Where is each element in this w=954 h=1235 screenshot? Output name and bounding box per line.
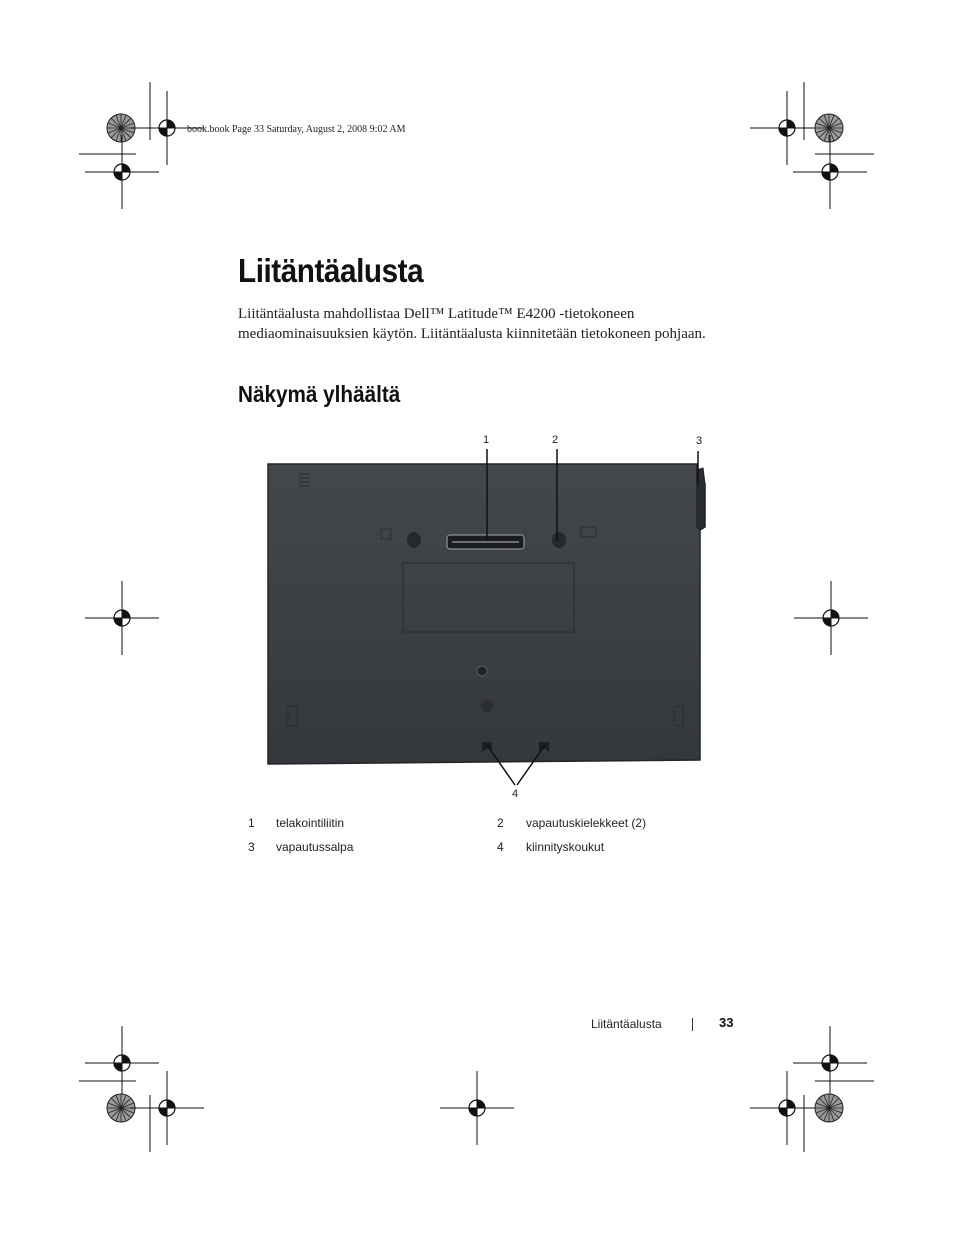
release-tab [552,532,566,548]
legend-number: 4 [497,840,504,854]
section-title: Näkymä ylhäältä [238,381,401,407]
callout-number: 2 [552,434,559,446]
callout-number: 4 [512,788,519,800]
callout-number: 1 [483,434,490,446]
legend-label: telakointiliitin [276,816,345,830]
release-tab [407,532,421,548]
intro-paragraph: Liitäntäalusta mahdollistaa Dell™ Latitude™ E4200 -tietokoneen mediaominaisuuksien käytön. Liitäntäalusta kiinnitetään tietokoneen pohjaan. [238,306,706,342]
legend-label: vapautuskielekkeet (2) [526,816,647,830]
footer-divider [692,1018,693,1031]
print-header: book.book Page 33 Saturday, August 2, 2008 9:02 AM [187,124,406,135]
page-number: 33 [719,1015,734,1030]
legend-number: 3 [248,840,255,854]
legend-label: kiinnityskoukut [526,840,605,854]
legend-label: vapautussalpa [276,840,354,854]
page-title: Liitäntäalusta [238,252,424,289]
footer-section-name: Liitäntäalusta [591,1017,662,1031]
callout-number: 3 [696,435,703,447]
legend-number: 2 [497,816,504,830]
legend-number: 1 [248,816,255,830]
